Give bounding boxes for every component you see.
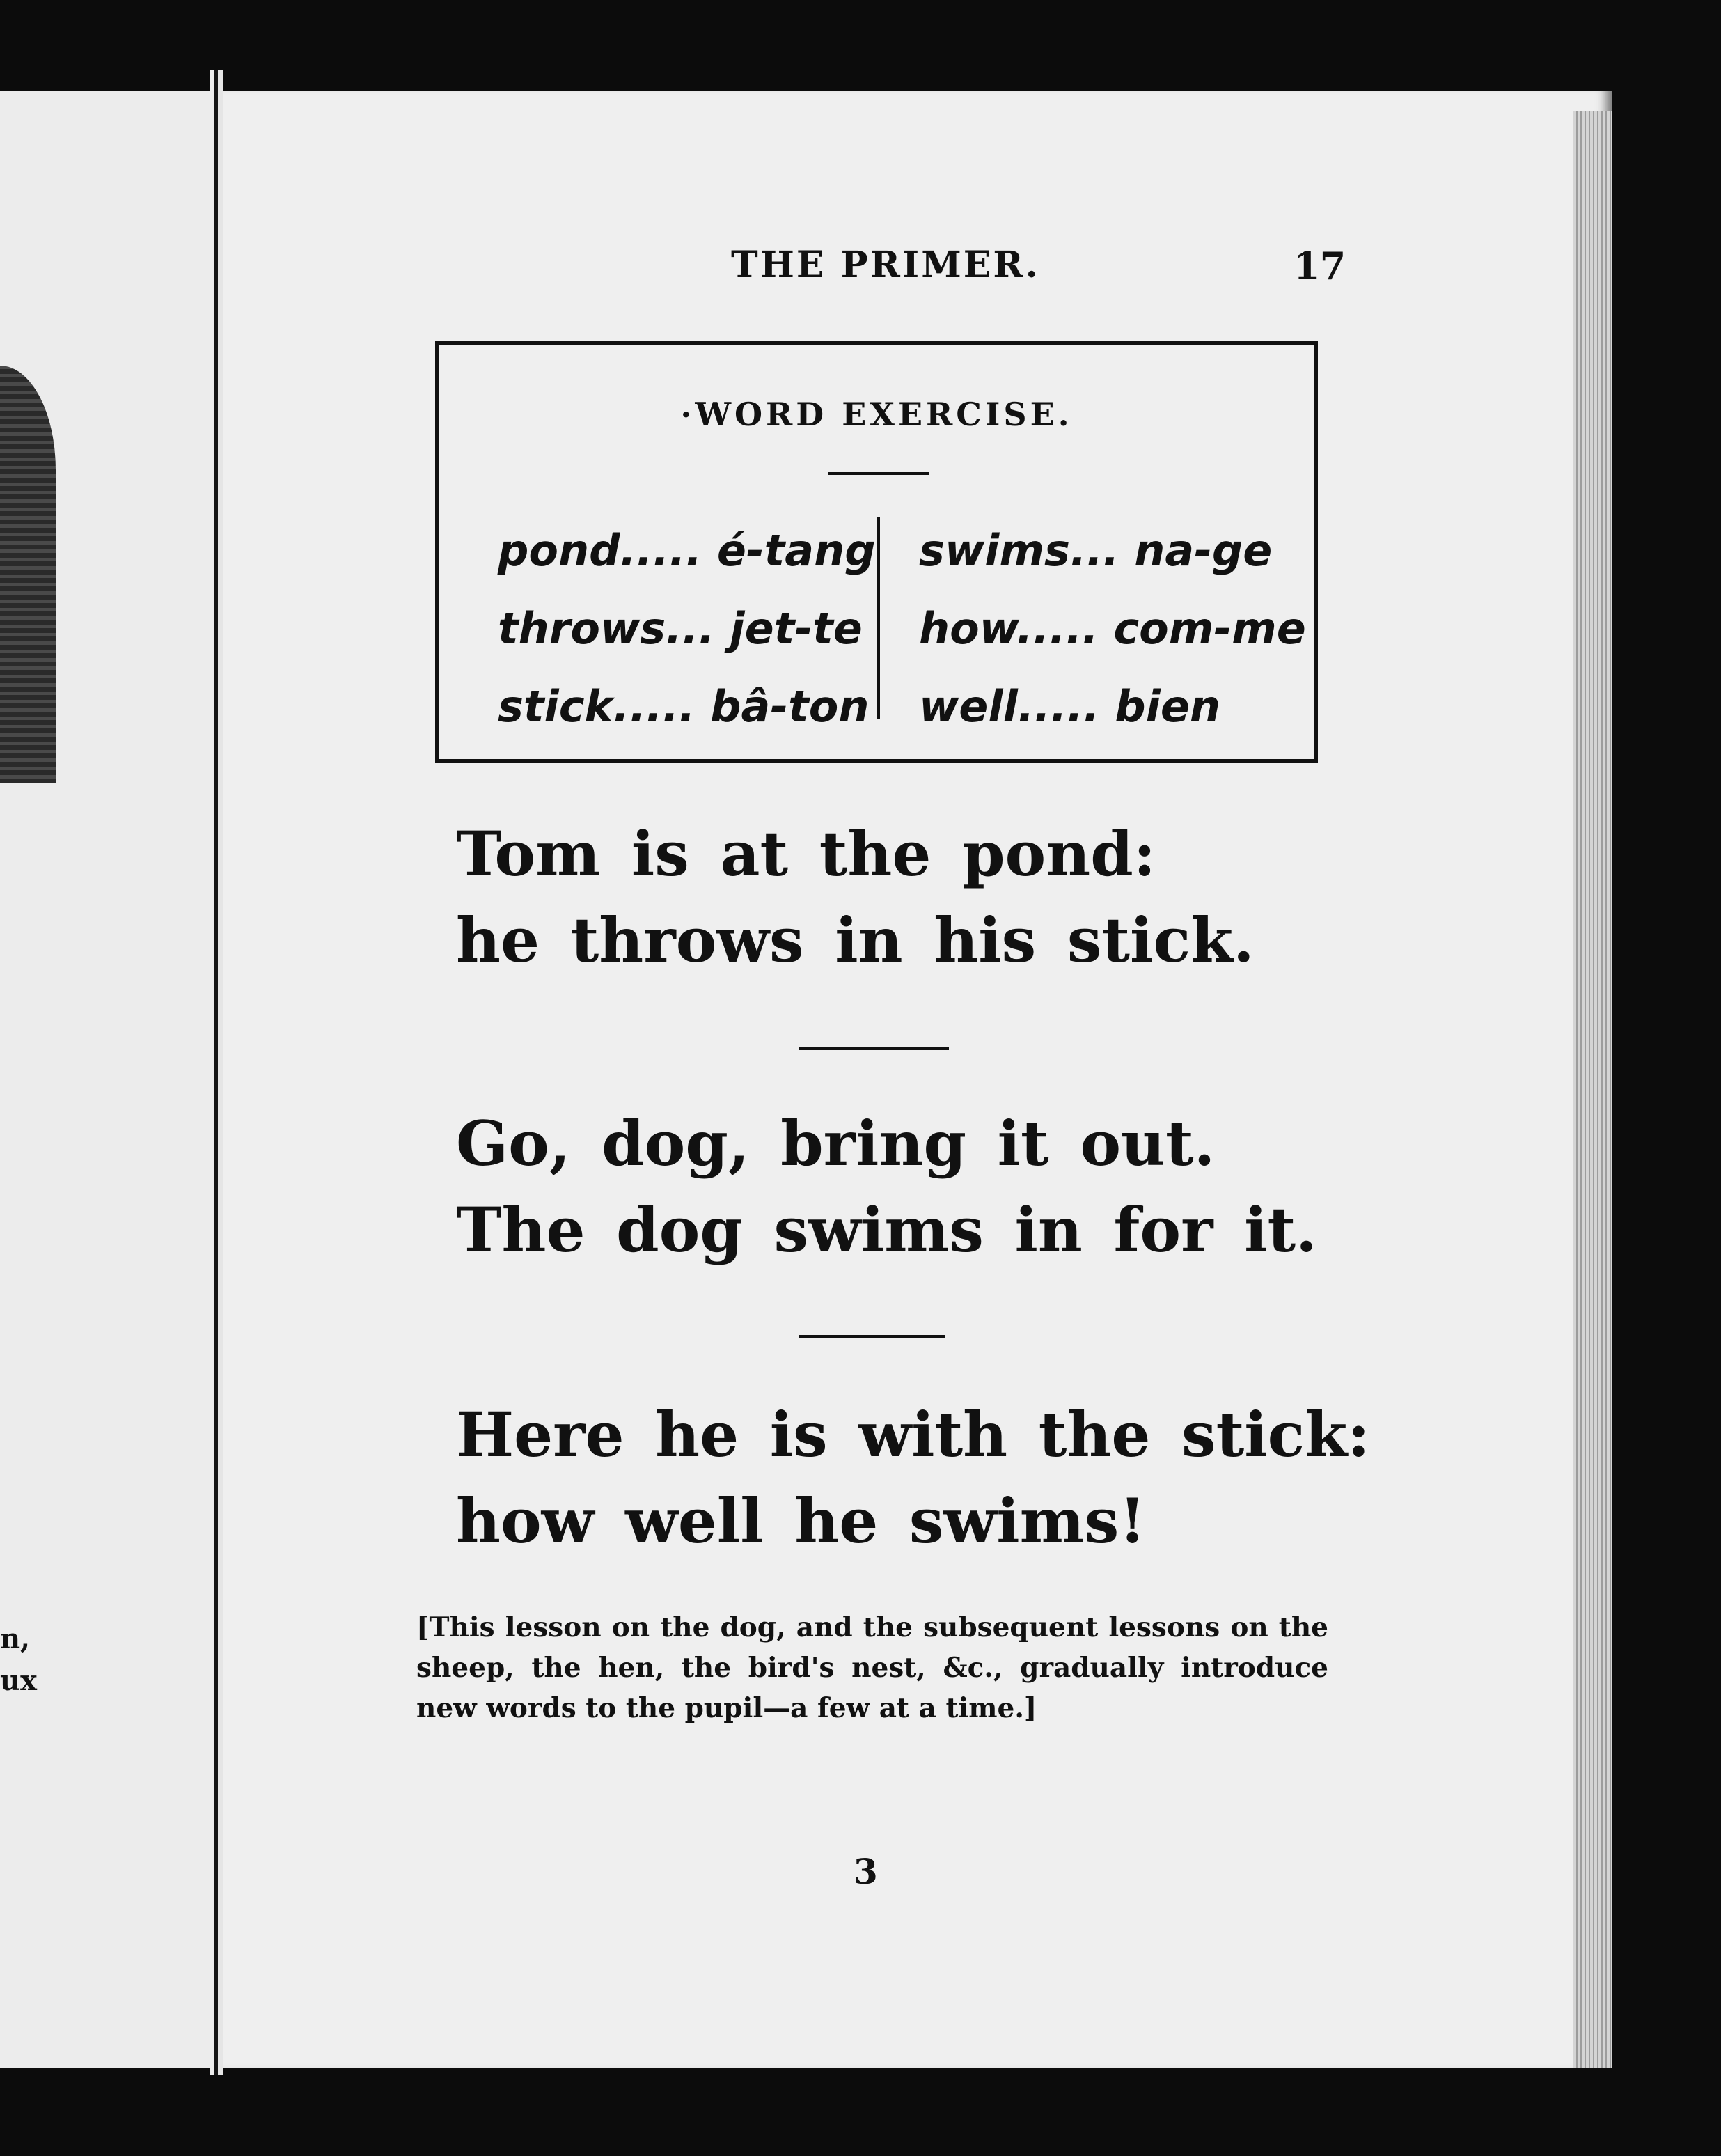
facing-page-text-fragment: ux [0, 1664, 37, 1697]
facing-page-text-fragment: n, [0, 1623, 31, 1655]
french-word: é-tang [716, 525, 876, 576]
stanza [456, 1100, 1317, 1273]
word-exercise-box [435, 341, 1318, 763]
word-pair [498, 512, 876, 590]
facing-page-illustration [0, 366, 56, 783]
book-gutter [210, 70, 223, 2075]
stanza-separator [799, 1047, 949, 1050]
word-exercise-title: ·WORD EXERCISE. [680, 396, 1073, 433]
french-word: bâ-ton [710, 681, 870, 732]
word-pair [919, 512, 1306, 590]
english-word: well [919, 681, 1018, 732]
english-word: how [919, 603, 1017, 654]
leader-dots: ..... [1017, 681, 1100, 732]
french-word: jet-te [730, 603, 863, 654]
french-word: com-me [1113, 603, 1306, 654]
word-pair [919, 668, 1306, 746]
english-word: throws [498, 603, 666, 654]
signature-mark: 3 [854, 1851, 878, 1892]
page-number: 17 [1294, 244, 1346, 288]
word-pair [919, 590, 1306, 668]
column-divider [877, 517, 880, 719]
leader-dots: ... [1069, 525, 1119, 576]
english-word: stick [498, 681, 613, 732]
leader-dots: ..... [1016, 603, 1099, 654]
text-line: he throws in his stick. [456, 904, 1255, 976]
page-edge [1573, 111, 1612, 2068]
stanza-separator [799, 1335, 945, 1338]
leader-dots: ..... [620, 525, 702, 576]
word-pair [498, 668, 876, 746]
english-word: swims [919, 525, 1070, 576]
stanza [456, 811, 1255, 983]
teacher-note: [This lesson on the dog, and the subsequent lessons on the sheep, the hen, the bird's nest, &c., gradually introduce new words to the pupil—a few at a time.] [416, 1611, 1328, 1724]
english-word: pond [498, 525, 620, 576]
word-column-left [498, 512, 876, 746]
running-head: THE PRIMER. [731, 244, 1040, 286]
text-line: Here he is with the stick: [456, 1398, 1370, 1471]
leader-dots: ... [666, 603, 715, 654]
leader-dots: ..... [613, 681, 696, 732]
text-line: Go, dog, bring it out. [456, 1107, 1216, 1180]
word-column-right [919, 512, 1306, 746]
stanza [456, 1391, 1370, 1564]
text-line: The dog swims in for it. [456, 1194, 1317, 1266]
word-pair [498, 590, 876, 668]
text-line: how well he swims! [456, 1485, 1146, 1557]
title-rule [828, 472, 929, 475]
facing-page [0, 91, 221, 2068]
french-word: na-ge [1134, 525, 1273, 576]
french-word: bien [1115, 681, 1221, 732]
text-line: Tom is at the pond: [456, 818, 1156, 890]
